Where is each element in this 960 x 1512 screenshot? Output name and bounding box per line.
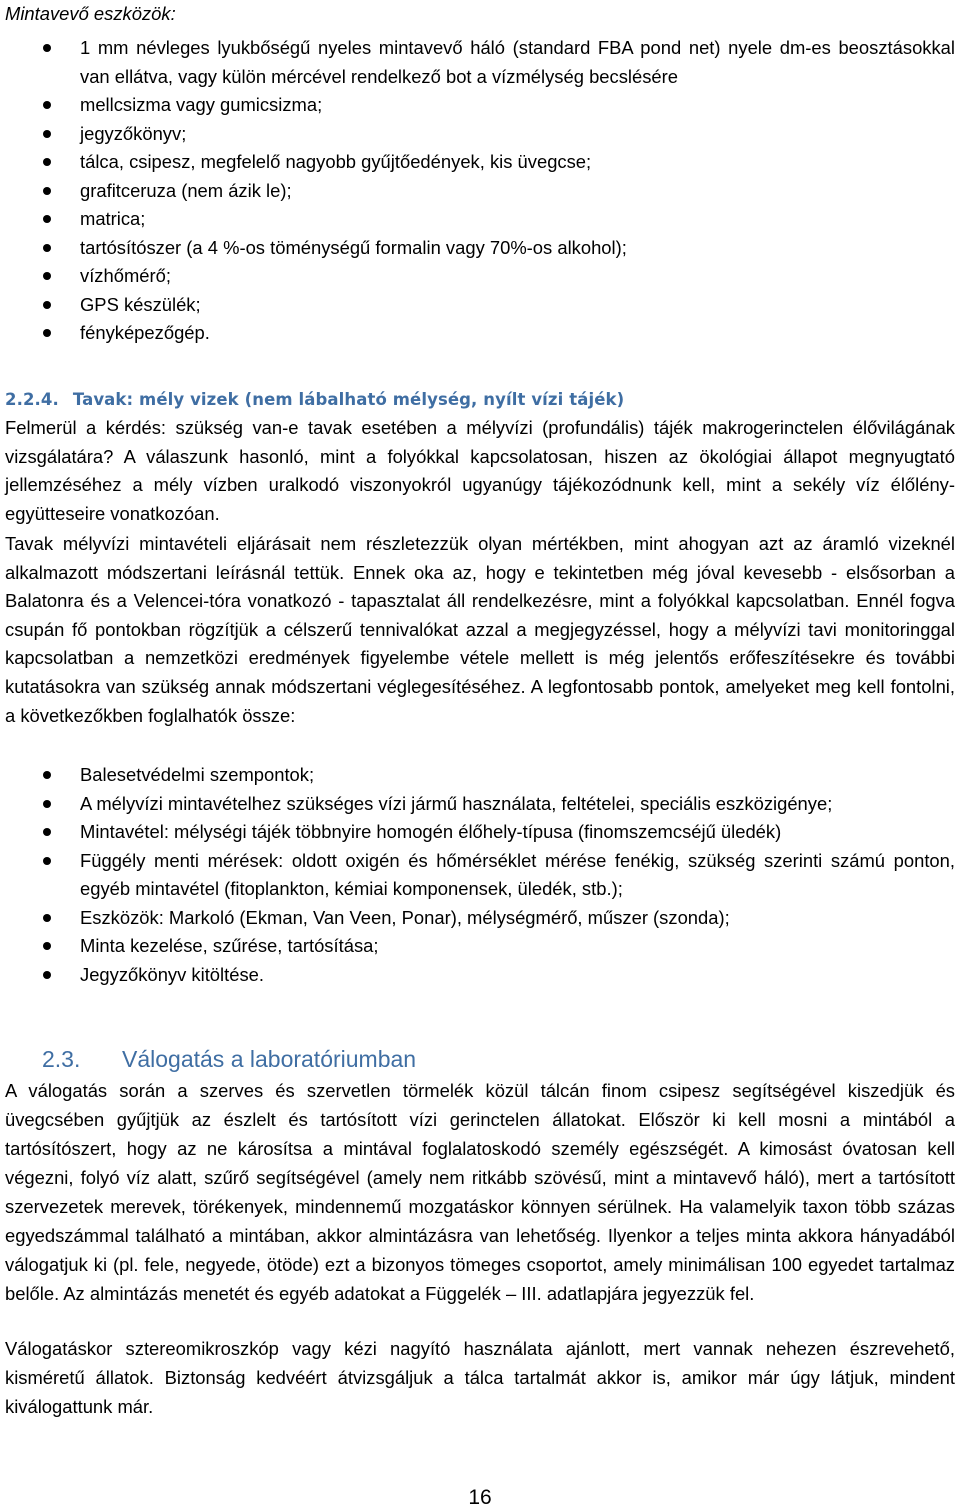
list-item: mellcsizma vagy gumicsizma; (5, 91, 955, 120)
list-item: vízhőmérő; (5, 262, 955, 291)
list-item: jegyzőkönyv; (5, 120, 955, 149)
sorting-paragraph-2: Válogatáskor sztereomikroszkóp vagy kézi nagyító használata ajánlott, mert vannak nehezen észrevehető, kisméretű állatok. Biztonság kedvéért átvizsgáljuk a tálca tartalmát akkor is, amikor már úgy látjuk, mindent kiválogattunk már. (5, 1338, 955, 1417)
list-item: A mélyvízi mintavételhez szükséges vízi jármű használata, feltételei, speciális eszközigénye; (5, 790, 955, 819)
list-item: Eszközök: Markoló (Ekman, Van Veen, Ponar), mélységmérő, műszer (szonda); (5, 904, 955, 933)
sorting-paragraph-1: A válogatás során a szerves és szervetlen törmelék közül tálcán finom csipesz segítségével kiszedjük és üvegcsében gyűjtjük az észlelt és tartósított vízi gerinctelen állatokat. Először ki kell mosni a mintából a tartósítószert, hogy az ne károsítsa a mintával foglalatoskodó személy egészségét. A kimosást óvatosan kell végezni, folyó víz alatt, szűrő segítségével (amely nem ritkább szövésű, mint a mintavevő háló), mert a tartósított szervezetek merevek, törékenyek, mindennemű mozgatáskor könnyen sérülnek. Ha valamelyik taxon több százas egyedszámmal található a mintában, akkor almintázásra van lehetőség. Ilyenkor a teljes minta akkora hányadából válogatjuk ki (pl. fele, negyede, ötöde) ezt a bizonyos tömeges csoportot, amely minimálisan 100 egyedet tartalmaz belőle. Az almintázás menetét és egyéb adatokat a Függelék – III. adatlapjára jegyezzük fel. (5, 1080, 955, 1304)
list-item: 1 mm névleges lyukbőségű nyeles mintavevő háló (standard FBA pond net) nyele dm-es beosztásokkal van ellátva, vagy külön mércével rendelkező bot a vízmélység becslésére (5, 34, 955, 91)
sorting-heading (42, 1043, 416, 1075)
list-item: Jegyzőkönyv kitöltése. (5, 961, 955, 990)
sorting-heading-title: Válogatás a laboratóriumban (122, 1046, 417, 1072)
lakes-paragraph-1: Felmerül a kérdés: szükség van-e tavak esetében a mélyvízi (profundális) tájék makrogerinctelen élővilágának vizsgálatára? A válaszunk hasonló, mint a folyókkal kapcsolatosan, hiszen az ökológiai állapot megnyugtató jellemzéséhez a mély vízben uralkodó viszonyokról ugyanúgy tájékozódnunk kell, mint a sekély víz élőlény-együtteseire vonatkozóan. (5, 417, 955, 524)
list-item: matrica; (5, 205, 955, 234)
lakes-heading-title: Tavak: mély vizek (nem lábalható mélység, nyílt vízi tájék) (72, 390, 625, 409)
list-item: grafitceruza (nem ázik le); (5, 177, 955, 206)
tools-title: Mintavevő eszközök: (5, 3, 176, 24)
list-item: Minta kezelése, szűrése, tartósítása; (5, 932, 955, 961)
lakes-heading-number: 2.2.4. (5, 390, 59, 409)
lakes-heading (5, 386, 624, 414)
sorting-heading-number: 2.3. (42, 1046, 81, 1072)
deep-water-list (5, 761, 955, 989)
page-number: 16 (468, 1486, 492, 1509)
list-item: Függély menti mérések: oldott oxigén és hőmérséklet mérése fenékig, szükség szerinti számú ponton, egyéb mintavétel (fitoplankton, kémiai komponensek, üledék, stb.); (5, 847, 955, 904)
tools-list (5, 34, 955, 348)
list-item: tálca, csipesz, megfelelő nagyobb gyűjtőedények, kis üvegcse; (5, 148, 955, 177)
list-item: Balesetvédelmi szempontok; (5, 761, 955, 790)
list-item: fényképezőgép. (5, 319, 955, 348)
lakes-paragraph-2: Tavak mélyvízi mintavételi eljárásait nem részletezzük olyan mértékben, mint ahogyan azt az áramló vizeknél alkalmazott módszertani leírásnál tettük. Ennek oka az, hogy e tekintetben még jóval kevesebb - elsősorban a Balatonra és a Velencei-tóra vonatkozó - tapasztalat áll rendelkezésre, mint a folyókkal kapcsolatban. Ennél fogva csupán fő pontokban rögzítjük a célszerű tennivalókat azzal a megjegyzéssel, hogy a mélyvízi tavi monitoringgal kapcsolatban a nemzetközi eredmények figyelembe vétele mellett is még jelentős erőfeszítésekre és további kutatásokra van szükség annak módszertani véglegesítéséhez. A legfontosabb pontok, amelyeket meg kell fontolni, a következőkben foglalhatók össze: (5, 533, 955, 726)
list-item: tartósítószer (a 4 %-os töménységű formalin vagy 70%-os alkohol); (5, 234, 955, 263)
list-item: Mintavétel: mélységi tájék többnyire homogén élőhely-típusa (finomszemcséjű üledék) (5, 818, 955, 847)
list-item: GPS készülék; (5, 291, 955, 320)
